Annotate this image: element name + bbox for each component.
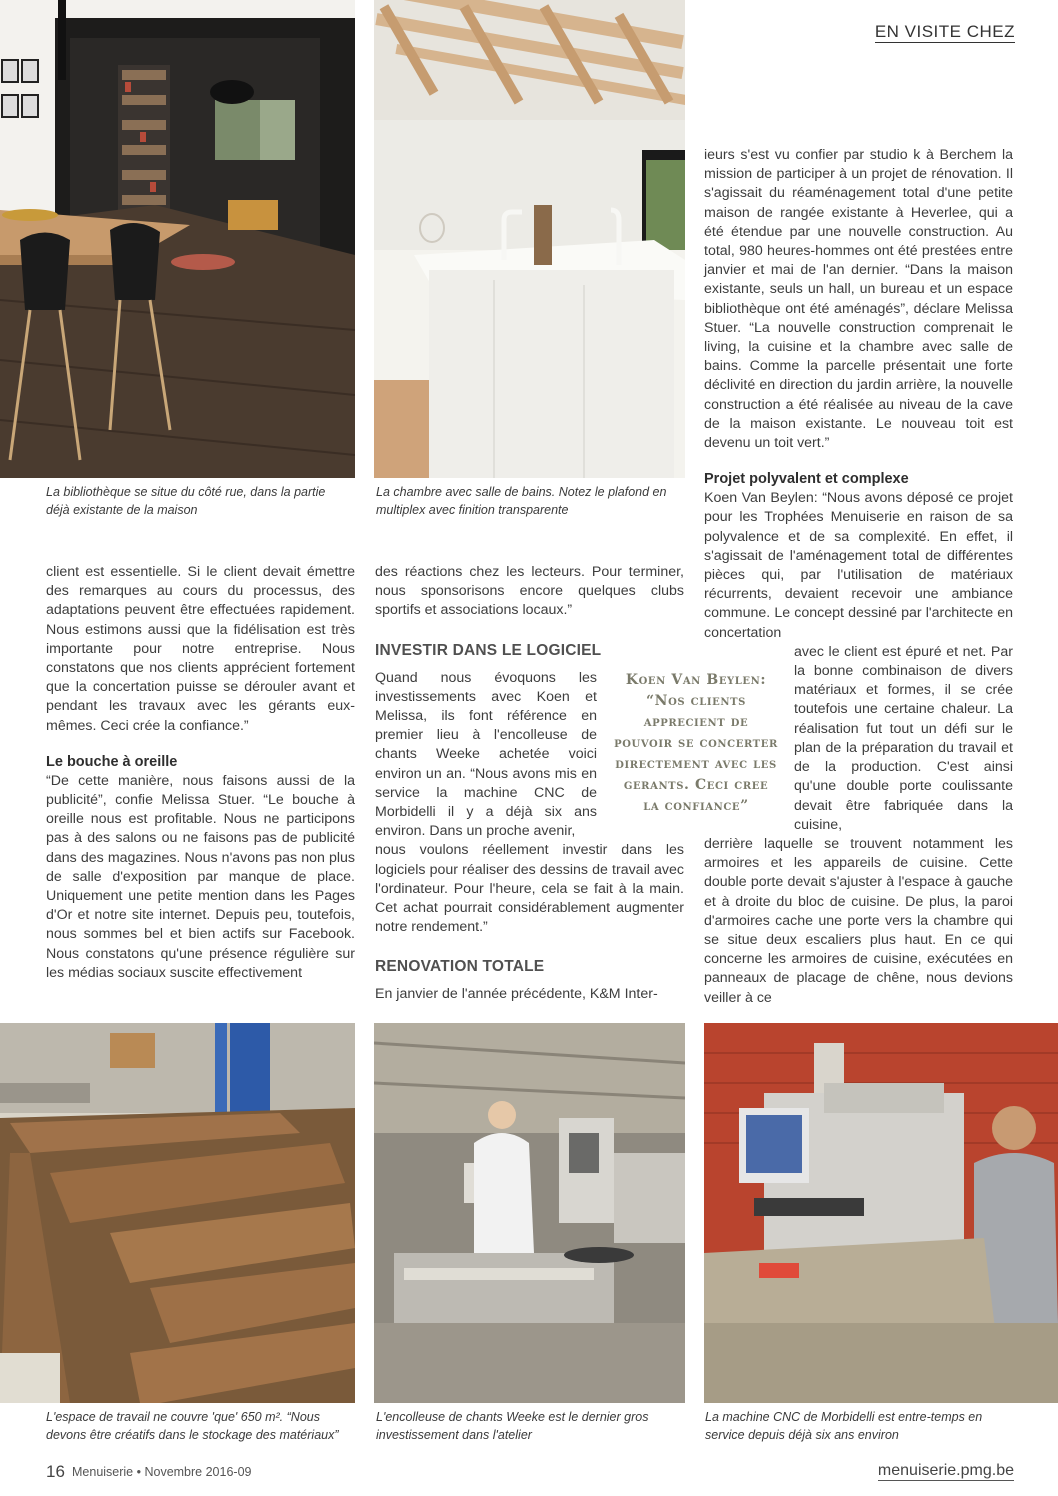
paragraph: nous voulons réellement investir dans les logiciels pour réaliser des dessins de travail avec l'ordinateur. Pour l'heure, cela se fait à la main. Cet achat pourrait considérablement augmenter notre rendement.” [375, 842, 684, 936]
library-image [0, 0, 355, 478]
magazine-issue: Menuiserie • Novembre 2016-09 [72, 1465, 252, 1479]
paragraph: avec le client est épuré et net. Par la bonne combinaison de divers matériaux et formes, il se crée toutefois une certaine chaleur. La réalisation fut tout un défi sur le plan de la préparation du travail et de la production. C'est ainsi qu'une double porte coulissante devait être fabriquée dans la cuisine, [794, 643, 1013, 833]
caption-bathroom: La chambre avec salle de bains. Notez le plafond en multiplex avec finition transparente [376, 485, 667, 517]
section-title: EN VISITE CHEZ [874, 22, 1015, 41]
subheading-bouche: Le bouche à oreille [46, 753, 178, 770]
photo-library [0, 0, 355, 478]
subheading-projet: Projet polyvalent et complexe [704, 471, 909, 488]
heading-logiciel: INVESTIR DANS LE LOGICIEL [375, 641, 602, 659]
quote-line: directement avec les [615, 756, 777, 772]
footer [46, 1462, 1014, 1488]
website-link[interactable]: menuiserie.pmg.be [877, 1462, 1014, 1479]
section-header [870, 22, 1015, 42]
edgebander-image [374, 1023, 685, 1403]
paragraph: Koen Van Beylen: “Nous avons déposé ce projet pour les Trophées Menuiserie en raison de sa polyvalence et de sa complexité. En effet, il s'agissait de l'aménagement total de différentes pièces qui, par l'utilisation de matériaux récurrents, devaient recevoir une ambiance commune. Le concept dessiné par l'architecte en concertation [704, 490, 1013, 641]
photo-edgebander [374, 1023, 685, 1403]
paragraph: En janvier de l'année précédente, K&M Inter- [375, 986, 658, 1003]
cnc-image [704, 1023, 1058, 1403]
caption-library: La bibliothèque se situe du côté rue, dans la partie déjà existante de la maison [46, 485, 326, 517]
workspace-image [0, 1023, 355, 1403]
paragraph: derrière laquelle se trouvent notamment les armoires et les appareils de cuisine. Cette double porte devait s'ajuster à l'espace à gauche et à droite du bloc de cuisine. De plus, la paroi d'armoires cache une porte vers la chambre qui se situe deux escaliers plus haut. En ce qui concerne les armoires de cuisine, exécutées en panneaux de placage de chêne, nous devions veiller à ce [704, 835, 1013, 1006]
bathroom-image [374, 0, 685, 478]
paragraph: ieurs s'est vu confier par studio k à Berchem la mission de participer à un projet de rénovation. Il s'agissait du réaménagement total d'une petite maison de rangée existante à Heverlee, qui a été étendue par une nouvelle construction. Au total, 980 heures-hommes ont été prestées entre janvier et mai de l'an dernier. “Dans la maison existante, seuls un hall, un bureau et un espace bibliothèque ont été aménagés”, déclare Melissa Stuer. “La nouvelle construction comprenait le living, la cuisine et la chambre avec salle de bains. Comme la parcelle présentait une forte déclivité en direction du jardin arrière, la nouvelle construction a été réalisée au niveau de la cave de la maison existante. Le nouveau toit est devenu un toit vert.” [704, 147, 1013, 452]
caption-edgebander: L'encolleuse de chants Weeke est le dernier gros investissement dans l'atelier [376, 1410, 649, 1442]
paragraph: “De cette manière, nous faisons aussi de la publicité”, confie Melissa Stuer. “Le bouche à oreille nous est profitable. Nous ne participons pas à des salons ou ne faisons pas de publicité dans des magazines. Nous n'avons pas non plus de salle d'exposition par manque de place. Uniquement une petite mention dans les Pages d'Or et notre site internet. Depuis peu, toutefois, nous sommes bel et bien actifs sur Facebook. Nous constatons qu'une présence régulière sur les médias sociaux suscite effectivement [46, 772, 355, 981]
article-column-1 [46, 563, 355, 983]
quote-line: la confiance” [643, 798, 749, 814]
photo-cnc [704, 1023, 1058, 1403]
caption-cnc: La machine CNC de Morbidelli est entre-temps en service depuis déjà six ans environ [705, 1410, 983, 1442]
photo-workspace [0, 1023, 355, 1403]
quote-line: pouvoir se concerter [614, 735, 778, 751]
article-column-3 [704, 146, 1013, 1008]
caption-workspace: L'espace de travail ne couvre 'que' 650 m². “Nous devons être créatifs dans le stockage des matériaux” [46, 1410, 339, 1442]
quote-line: “Nos clients [646, 693, 746, 709]
heading-renovation: RENOVATION TOTALE [375, 958, 545, 976]
quote-line: Koen Van Beylen: [625, 672, 767, 688]
photo-bathroom [374, 0, 685, 478]
paragraph: Quand nous évoquons les investissements avec Koen et Melissa, ils font référence en premier lieu à l'encolleuse de chants Weeke achetée voici environ un an. “Nous avons mis en service la machine CNC de Morbidelli il y a déjà six ans environ. Dans un proche avenir, [375, 669, 597, 840]
page-number: 16 [46, 1462, 65, 1481]
quote-line: apprecient de [643, 714, 749, 730]
paragraph: des réactions chez les lecteurs. Pour terminer, nous sponsorisons encore quelques clubs sportifs et associations locaux.” [375, 564, 684, 619]
paragraph: client est essentielle. Si le client devait émettre des remarques au cours du processus, des adaptations peuvent être effectuées rapidement. Nous estimons aussi que la fidélisation est très importante pour notre entreprise. Nous constatons que nos clients apprécient fortement que la concertation puisse se dérouler avant et pendant les travaux avec les gérants eux-mêmes. Ceci crée la confiance.” [46, 564, 355, 734]
quote-line: gerants. Ceci cree [623, 777, 769, 793]
